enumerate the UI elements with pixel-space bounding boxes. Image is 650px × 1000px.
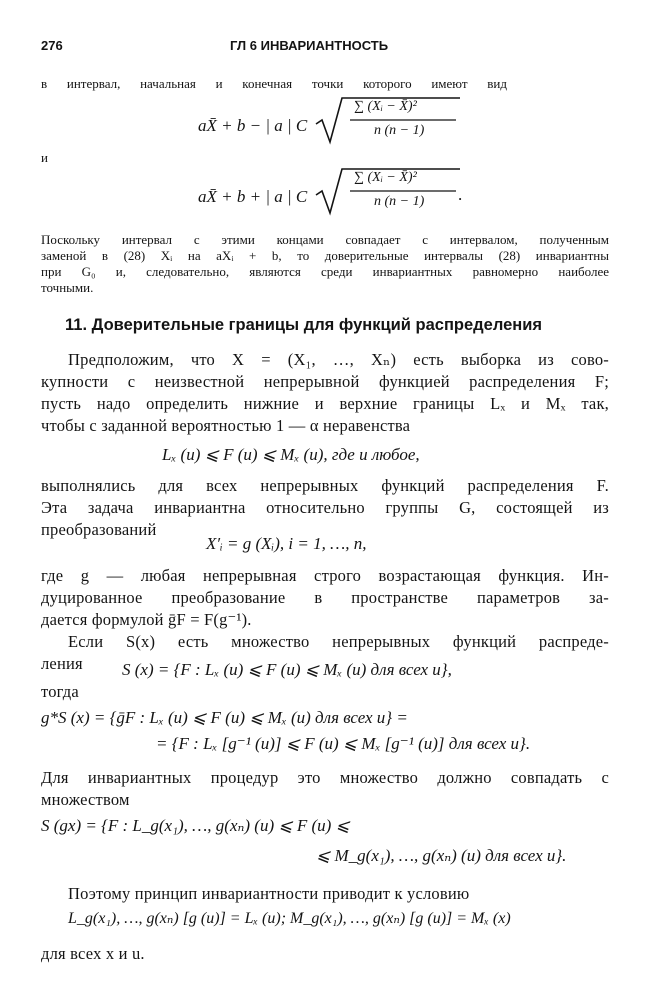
text-line: Для инвариантных процедур это множество должно совпадать с: [41, 768, 609, 787]
equation-inequality: Lₓ (u) ⩽ F (u) ⩽ Mₓ (u), где u любое,: [162, 445, 420, 464]
sqrt-fraction-1: [314, 96, 464, 146]
text-line: выполнялись для всех непрерывных функций распределения F.: [41, 476, 609, 495]
section-heading: 11. Доверительные границы для функций распределения: [65, 316, 543, 334]
running-title: ГЛ 6 ИНВАРИАНТНОСТЬ: [230, 38, 389, 53]
equation-transformation: X′ᵢ = g (Xᵢ), i = 1, …, n,: [206, 534, 367, 553]
text-line: купности с неизвестной непрерывной функцией распределения F;: [41, 372, 609, 391]
text-line: Эта задача инвариантна относительно группы G, состоящей из: [41, 498, 609, 517]
formula-upper-bound: [198, 187, 307, 207]
text-line: Если S(x) есть множество непрерывных функций распреде-: [68, 632, 609, 651]
text-line: при G₀ и, следовательно, являются среди инвариантных равномерно наиболее: [41, 264, 609, 279]
text-line: дается формулой ḡF = F(g⁻¹).: [41, 610, 252, 629]
text-line: пусть надо определить нижние и верхние границы Lₓ и Mₓ так,: [41, 394, 609, 413]
text-line: дуцированное преобразование в пространстве параметров за-: [41, 588, 609, 607]
conjunction-and: и: [41, 150, 48, 165]
equation-set-S: S (x) = {F : Lₓ (u) ⩽ F (u) ⩽ Mₓ (u) для всех u},: [122, 660, 452, 679]
equation-S-gx-line1: S (gx) = {F : L_g(x₁), …, g(xₙ) (u) ⩽ F (u) ⩽: [41, 816, 350, 835]
page-number: 276: [41, 38, 63, 53]
text-line: Поэтому принцип инвариантности приводит к условию: [68, 884, 470, 903]
text-line: преобразований: [41, 520, 157, 539]
text-line: где g — любая непрерывная строго возрастающая функция. Ин-: [41, 566, 609, 585]
formula-prefix: aX̄ + b + | a | C: [198, 187, 308, 206]
sqrt-fraction-2: [314, 167, 474, 217]
equation-S-gx-line2: ⩽ M_g(x₁), …, g(xₙ) (u) для всех u}.: [316, 846, 567, 865]
text-line: множеством: [41, 790, 130, 809]
fraction-denominator: n (n − 1): [374, 194, 425, 209]
text-line: заменой в (28) Xᵢ на aXᵢ + b, то доверительные интервалы (28) инвариантны: [41, 248, 609, 263]
equation-invariance-condition: L_g(x₁), …, g(xₙ) [g (u)] = Lₓ (u); M_g(x₁), …, g(xₙ) [g (u)] = Mₓ (x): [68, 910, 511, 927]
equation-gS-line1: g*S (x) = {ḡF : Lₓ (u) ⩽ F (u) ⩽ Mₓ (u) для всех u} =: [41, 708, 408, 727]
equation-gS-line2: = {F : Lₓ [g⁻¹ (u)] ⩽ F (u) ⩽ Mₓ [g⁻¹ (u)] для всех u}.: [156, 734, 531, 753]
text-line: тогда: [41, 682, 79, 701]
text-line: чтобы с заданной вероятностью 1 — α неравенства: [41, 416, 411, 435]
text-line: в интервал, начальная и конечная точки которого имеют вид: [41, 76, 507, 91]
fraction-numerator: ∑ (Xᵢ − X̄)²: [354, 170, 417, 185]
text-line: Предположим, что X = (X₁, …, Xₙ) есть выборка из сово-: [68, 350, 609, 369]
formula-period: .: [458, 185, 463, 204]
fraction-numerator: ∑ (Xᵢ − X̄)²: [354, 99, 417, 114]
text-line: для всех x и u.: [41, 944, 145, 963]
text-line: ления: [41, 654, 83, 673]
fraction-denominator: n (n − 1): [374, 123, 425, 138]
text-line: Поскольку интервал с этими концами совпадает с интервалом, полученным: [41, 232, 609, 247]
text-line: точными.: [41, 280, 94, 295]
formula-prefix: aX̄ + b − | a | C: [198, 116, 308, 135]
formula-lower-bound: [198, 116, 307, 136]
